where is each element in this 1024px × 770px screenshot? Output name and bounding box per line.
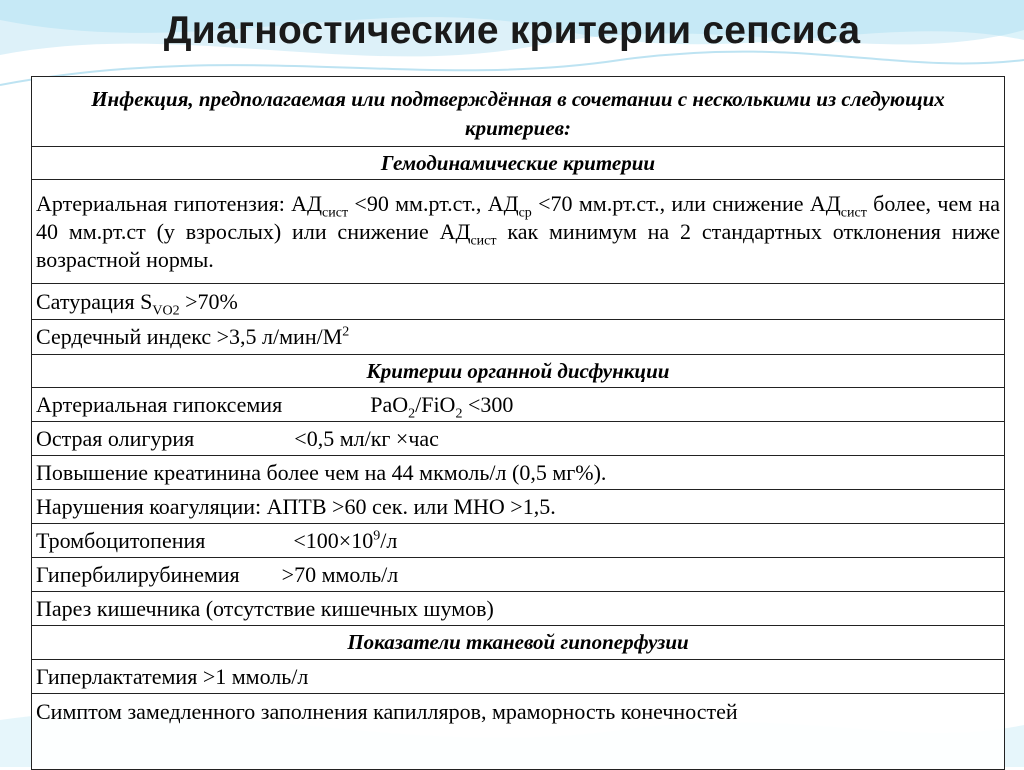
- hypoxemia-value-1: PaO: [370, 391, 409, 417]
- oliguria-cell: [32, 422, 1005, 456]
- hypotension-text-3: <70 мм.рт.ст., или снижение АД: [531, 190, 841, 216]
- hypotension-text-1: Артериальная гипотензия: АД: [36, 190, 323, 216]
- section-header-organ: Критерии органной дисфункции: [32, 355, 1005, 388]
- hypotension-text-4: более, чем на 40 мм.рт.ст (у взрослых) или снижение АД: [36, 190, 1000, 244]
- table-row: [32, 147, 1005, 180]
- table-row: [32, 456, 1005, 490]
- cardiac-index-sup: 2: [342, 324, 350, 340]
- hypotension-cell: [32, 180, 1005, 284]
- hyperbilirubinemia-value: >70 ммоль/л: [281, 561, 399, 587]
- table-row: [32, 355, 1005, 388]
- table-row: [32, 284, 1005, 320]
- saturation-label: Сатурация S: [36, 288, 153, 314]
- hypotension-text-5: как минимум на 2 стандартных отклонения ниже возрастной нормы.: [36, 218, 1000, 272]
- coagulation-cell: Нарушения коагуляции: АПТВ >60 сек. или МНО >1,5.: [32, 490, 1005, 524]
- hyperlactatemia-cell: Гиперлактатемия >1 ммоль/л: [32, 660, 1005, 694]
- sub-sist: сист: [470, 232, 497, 248]
- thrombocytopenia-sup: 9: [373, 528, 381, 544]
- table-row: [32, 558, 1005, 592]
- cardiac-index-cell: [32, 320, 1005, 355]
- hypoxemia-cell: [32, 388, 1005, 422]
- table-row: [32, 524, 1005, 558]
- table-row: [32, 77, 1005, 147]
- table-row: [32, 626, 1005, 660]
- table-row: [32, 422, 1005, 456]
- thrombocytopenia-label: Тромбоцитопения: [36, 527, 206, 553]
- criteria-table: [31, 76, 1005, 770]
- hypotension-text-2: <90 мм.рт.ст., АД: [348, 190, 519, 216]
- sub-sist: сист: [322, 204, 349, 220]
- hypoxemia-value-3: <300: [462, 391, 514, 417]
- table-row: [32, 490, 1005, 524]
- sub-sist: сист: [840, 204, 867, 220]
- table-row: [32, 660, 1005, 694]
- paresis-cell: Парез кишечника (отсутствие кишечных шумов): [32, 592, 1005, 626]
- intro-cell: Инфекция, предполагаемая или подтверждённая в сочетании с несколькими из следующих критериев:: [32, 77, 1005, 147]
- creatinine-cell: Повышение креатинина более чем на 44 мкмоль/л (0,5 мг%).: [32, 456, 1005, 490]
- hypoxemia-sub-2: 2: [455, 405, 463, 421]
- hypoxemia-sub-1: 2: [408, 405, 416, 421]
- slide-title: Диагностические критерии сепсиса: [163, 9, 861, 52]
- cardiac-index-text: Сердечный индекс >3,5 л/мин/М: [36, 324, 343, 349]
- saturation-cell: [32, 284, 1005, 320]
- thrombocytopenia-value-1: <100×10: [293, 527, 374, 553]
- oliguria-label: Острая олигурия: [36, 425, 195, 451]
- section-header-hemodynamic: Гемодинамические критерии: [32, 147, 1005, 180]
- hyperbilirubinemia-label: Гипербилирубинемия: [36, 561, 240, 587]
- hyperbilirubinemia-cell: [32, 558, 1005, 592]
- table-row: [32, 592, 1005, 626]
- table-row: [32, 320, 1005, 355]
- hypoxemia-value-2: /FiO: [415, 391, 456, 417]
- oliguria-value: <0,5 мл/кг ×час: [294, 425, 439, 451]
- sub-sr: ср: [518, 204, 532, 220]
- hypoxemia-label: Артериальная гипоксемия: [36, 391, 283, 417]
- saturation-sub: VO2: [152, 302, 180, 318]
- capillary-cell: Симптом замедленного заполнения капилляров, мраморность конечностей: [32, 694, 1005, 770]
- table-row: [32, 388, 1005, 422]
- thrombocytopenia-cell: [32, 524, 1005, 558]
- table-row: [32, 694, 1005, 770]
- table-row: [32, 180, 1005, 284]
- saturation-value: >70%: [179, 288, 238, 314]
- section-header-tissue: Показатели тканевой гипоперфузии: [32, 626, 1005, 660]
- thrombocytopenia-value-2: /л: [380, 527, 398, 553]
